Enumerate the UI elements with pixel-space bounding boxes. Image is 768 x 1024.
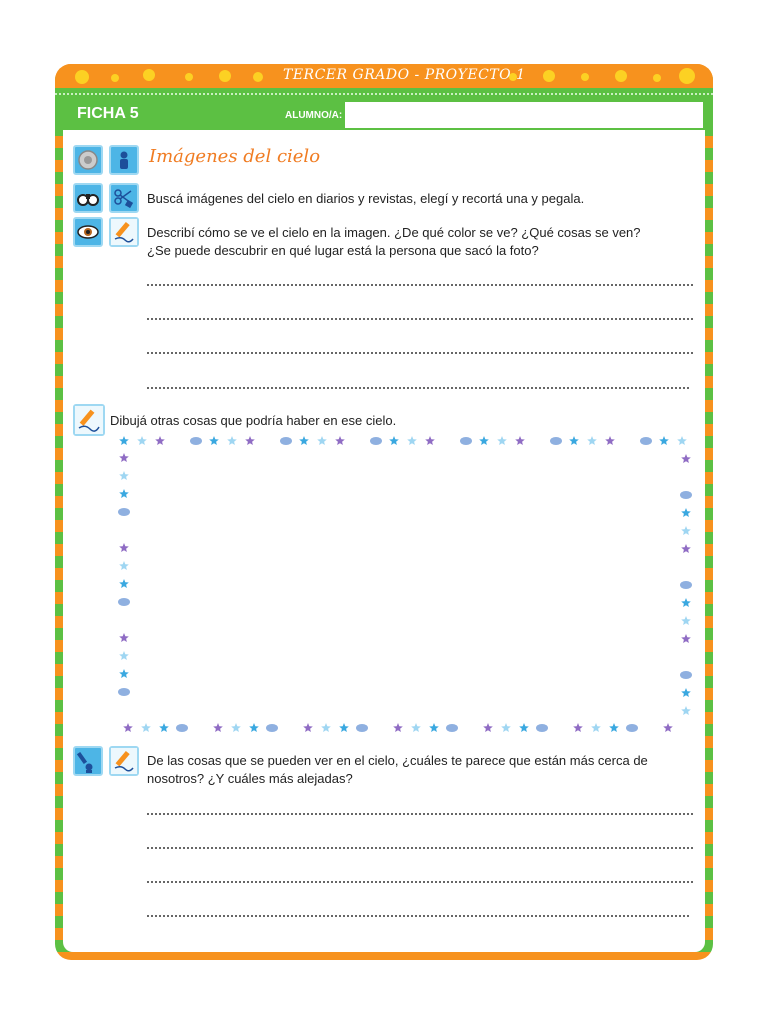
star-icon <box>249 723 259 732</box>
stitch-divider <box>55 93 713 95</box>
star-icon <box>303 723 313 732</box>
decor-dot <box>143 69 155 81</box>
star-moon-cloud-border <box>118 436 692 733</box>
answer-line[interactable] <box>147 387 689 389</box>
star-icon <box>407 436 417 445</box>
answer-line[interactable] <box>147 847 693 849</box>
moon-icon <box>121 615 126 625</box>
star-icon <box>213 723 223 732</box>
star-icon <box>609 723 619 732</box>
moon-icon <box>121 525 126 535</box>
decor-dot <box>219 70 231 82</box>
answer-line[interactable] <box>147 881 693 883</box>
star-icon <box>483 723 493 732</box>
cloud-icon <box>626 724 638 732</box>
star-icon <box>159 723 169 732</box>
star-icon <box>123 723 133 732</box>
section-title: Imágenes del cielo <box>149 146 321 167</box>
star-icon <box>141 723 151 732</box>
star-icon <box>501 723 511 732</box>
decor-dot <box>615 70 627 82</box>
cloud-icon <box>640 437 652 445</box>
cloud-icon <box>680 491 692 499</box>
star-icon <box>227 436 237 445</box>
star-icon <box>335 436 345 445</box>
star-icon <box>119 579 129 588</box>
star-icon <box>429 723 439 732</box>
pencil-draw-icon <box>73 404 105 436</box>
moon-icon <box>355 436 360 446</box>
cloud-icon <box>118 688 130 696</box>
answer-line[interactable] <box>147 318 693 320</box>
moon-icon <box>683 472 688 482</box>
star-icon <box>681 544 691 553</box>
star-icon <box>155 436 165 445</box>
moon-icon <box>445 436 450 446</box>
activity-1-text: Buscá imágenes del cielo en diarios y revistas, elegí y recortá una y pegala. <box>147 191 585 206</box>
star-icon <box>681 634 691 643</box>
cloud-icon <box>370 437 382 445</box>
activity-2-text-line2: ¿Se puede descubrir en qué lugar está la persona que sacó la foto? <box>147 243 539 258</box>
decor-dot <box>543 70 555 82</box>
cloud-icon <box>446 724 458 732</box>
moon-icon <box>197 723 202 733</box>
grade-project-title: TERCER GRADO - PROYECTO 1 <box>283 67 526 83</box>
cloud-icon <box>680 581 692 589</box>
moon-icon <box>625 436 630 446</box>
activity-3-text: Dibujá otras cosas que podría haber en ese cielo. <box>110 413 397 428</box>
cloud-icon <box>118 598 130 606</box>
star-icon <box>389 436 399 445</box>
answer-line[interactable] <box>147 352 693 354</box>
star-icon <box>681 598 691 607</box>
star-icon <box>591 723 601 732</box>
worksheet-number: FICHA 5 <box>77 105 139 122</box>
moon-icon <box>557 723 562 733</box>
star-icon <box>569 436 579 445</box>
star-icon <box>119 436 129 445</box>
star-icon <box>393 723 403 732</box>
eye-icon <box>73 217 103 247</box>
star-icon <box>681 706 691 715</box>
moon-icon <box>535 436 540 446</box>
student-name-label: ALUMNO/A: <box>285 110 343 121</box>
star-icon <box>605 436 615 445</box>
scissors-glue-icon <box>109 183 139 213</box>
moon-icon <box>377 723 382 733</box>
moon-icon <box>121 705 126 715</box>
drawing-area[interactable] <box>118 436 692 734</box>
star-icon <box>231 723 241 732</box>
cloud-icon <box>280 437 292 445</box>
moon-icon <box>287 723 292 733</box>
decor-dot <box>185 73 193 81</box>
decor-dot <box>679 68 695 84</box>
answer-line[interactable] <box>147 284 693 286</box>
person-icon <box>109 145 139 175</box>
star-icon <box>659 436 669 445</box>
star-icon <box>587 436 597 445</box>
cloud-icon <box>550 437 562 445</box>
star-icon <box>425 436 435 445</box>
binoculars-icon <box>73 183 103 213</box>
star-icon <box>119 651 129 660</box>
cloud-icon <box>118 508 130 516</box>
star-icon <box>339 723 349 732</box>
moon-icon <box>175 436 180 446</box>
star-icon <box>681 526 691 535</box>
star-icon <box>681 616 691 625</box>
decor-dot <box>653 74 661 82</box>
star-icon <box>119 453 129 462</box>
moon-icon <box>683 652 688 662</box>
activity-4-text-line1: De las cosas que se pueden ver en el cielo, ¿cuáles te parece que están más cerca de <box>147 753 648 768</box>
cloud-icon <box>190 437 202 445</box>
star-icon <box>137 436 147 445</box>
top-banner <box>55 64 713 88</box>
star-icon <box>119 633 129 642</box>
moon-icon <box>647 723 652 733</box>
telescope-icon <box>73 746 103 776</box>
star-icon <box>119 669 129 678</box>
answer-line[interactable] <box>147 915 689 917</box>
star-icon <box>497 436 507 445</box>
star-icon <box>119 471 129 480</box>
decor-dot <box>75 70 89 84</box>
decor-dot <box>253 72 263 82</box>
decor-dot <box>581 73 589 81</box>
star-icon <box>663 723 673 732</box>
student-name-field[interactable] <box>345 102 703 128</box>
decor-dot <box>111 74 119 82</box>
star-icon <box>119 561 129 570</box>
moon-icon <box>683 562 688 572</box>
star-icon <box>681 454 691 463</box>
answer-line[interactable] <box>147 813 693 815</box>
star-icon <box>209 436 219 445</box>
activity-4-text-line2: nosotros? ¿Y cuáles más alejadas? <box>147 771 353 786</box>
star-icon <box>519 723 529 732</box>
star-icon <box>681 508 691 517</box>
moon-icon <box>467 723 472 733</box>
cloud-icon <box>680 671 692 679</box>
star-icon <box>321 723 331 732</box>
cloud-icon <box>266 724 278 732</box>
moon-icon <box>265 436 270 446</box>
star-icon <box>119 543 129 552</box>
star-icon <box>479 436 489 445</box>
star-icon <box>299 436 309 445</box>
star-icon <box>681 688 691 697</box>
camera-lens-icon <box>73 145 103 175</box>
star-icon <box>515 436 525 445</box>
star-icon <box>245 436 255 445</box>
cloud-icon <box>460 437 472 445</box>
cloud-icon <box>176 724 188 732</box>
star-icon <box>411 723 421 732</box>
star-icon <box>119 489 129 498</box>
cloud-icon <box>356 724 368 732</box>
pencil-write-icon <box>109 746 139 776</box>
pencil-write-icon <box>109 217 139 247</box>
star-icon <box>317 436 327 445</box>
cloud-icon <box>536 724 548 732</box>
star-icon <box>677 436 687 445</box>
activity-2-text-line1: Describí cómo se ve el cielo en la imagen. ¿De qué color se ve? ¿Qué cosas se ven? <box>147 225 641 240</box>
star-icon <box>573 723 583 732</box>
